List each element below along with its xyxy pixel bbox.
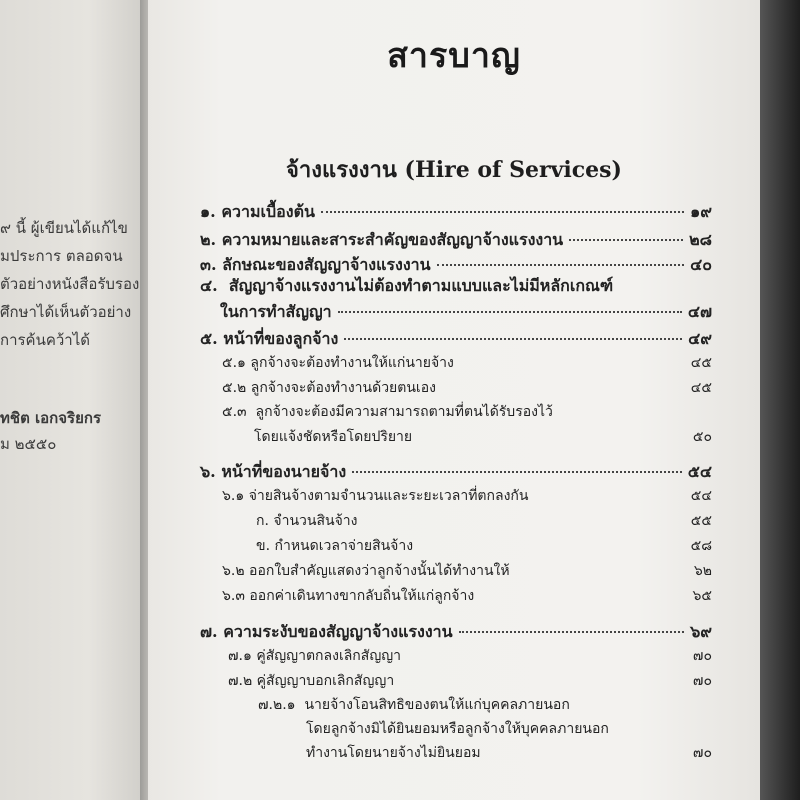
toc-number: ๖.๓ xyxy=(222,588,245,604)
toc-subentry xyxy=(222,352,712,374)
toc-leader xyxy=(459,631,685,633)
toc-number: ก. xyxy=(256,513,269,529)
toc-label: กำหนดเวลาจ่ายสินจ้าง xyxy=(274,538,414,554)
toc-number: ๖. xyxy=(200,462,216,481)
toc-number: ๗.๑ xyxy=(228,648,252,664)
toc-entry xyxy=(200,327,712,352)
page-edge-shadow xyxy=(760,0,800,800)
preface-date: ม ๒๕๕๐ xyxy=(0,435,57,453)
toc-label: ลักษณะของสัญญาจ้างแรงงาน xyxy=(222,255,431,274)
toc-page: ๔๕ xyxy=(690,380,712,396)
toc-label: ออกค่าเดินทางขากลับถิ่นให้แก่ลูกจ้าง xyxy=(249,588,475,604)
toc-subentry xyxy=(228,670,712,692)
toc-subentry xyxy=(222,401,553,423)
toc-number: ๕.๒ xyxy=(222,380,247,396)
toc-label: ออกใบสำคัญแสดงว่าลูกจ้างนั้นได้ทำงานให้ xyxy=(249,563,510,579)
toc-number: ๔. xyxy=(200,276,218,295)
toc-label: ลูกจ้างจะต้องทำงานด้วยตนเอง xyxy=(250,380,436,396)
toc-number: ๖.๑ xyxy=(222,488,245,504)
toc-page: ๑๙ xyxy=(690,202,712,221)
toc-page: ๕๐ xyxy=(692,429,712,445)
toc-page: ๔๕ xyxy=(690,355,712,371)
toc-page: ๔๙ xyxy=(688,329,712,348)
toc-entry-continuation xyxy=(220,300,712,325)
toc-label-continuation: ทำงานโดยนายจ้างไม่ยินยอม xyxy=(306,745,481,761)
toc-label: สัญญาจ้างแรงงานไม่ต้องทำตามแบบและไม่มีหลักเกณฑ์ xyxy=(228,276,614,295)
left-page-line: การค้นคว้าได้ xyxy=(0,331,91,349)
toc-page: ๒๘ xyxy=(689,230,712,249)
toc-label: จ่ายสินจ้างตามจำนวนและระยะเวลาที่ตกลงกัน xyxy=(248,488,529,504)
toc-subentry-continuation: โดยลูกจ้างมิได้ยินยอมหรือลูกจ้างให้บุคคลภายนอก xyxy=(306,721,609,737)
toc-label: ลูกจ้างจะต้องมีความสามารถตามที่ตนได้รับรองไว้ xyxy=(255,404,553,420)
left-page-line: มประการ ตลอดจน xyxy=(0,247,123,265)
toc-subentry xyxy=(256,510,712,532)
right-page xyxy=(148,0,760,800)
toc-leader xyxy=(352,471,682,473)
toc-entry xyxy=(200,228,712,253)
toc-page: ๕๕ xyxy=(690,513,712,529)
toc-leader xyxy=(321,211,684,213)
left-page xyxy=(0,0,148,800)
toc-subentry-continuation xyxy=(306,742,712,764)
toc-page: ๔๐ xyxy=(690,255,712,274)
toc-page: ๕๔ xyxy=(690,488,712,504)
toc-leader xyxy=(437,264,685,266)
section-title: จ้างแรงงาน (Hire of Services) xyxy=(286,157,622,183)
toc-page: ๖๒ xyxy=(693,563,712,579)
author-signature: ทชิต เอกจริยกร xyxy=(0,409,102,427)
toc-page: ๕๔ xyxy=(687,462,712,481)
left-page-line: ตัวอย่างหนังสือรับรอง xyxy=(0,275,140,293)
toc-label: ลูกจ้างจะต้องทำงานให้แก่นายจ้าง xyxy=(250,355,454,371)
toc-leader xyxy=(569,239,683,241)
toc-entry xyxy=(200,460,712,485)
toc-number: ๓. xyxy=(200,255,217,274)
toc-number: ๕.๓ xyxy=(222,404,247,420)
toc-page: ๖๙ xyxy=(690,622,712,641)
toc-label-continuation: โดยแจ้งชัดหรือโดยปริยาย xyxy=(254,429,413,445)
left-page-line: ศึกษาได้เห็นตัวอย่าง xyxy=(0,303,132,321)
toc-label: คู่สัญญาบอกเลิกสัญญา xyxy=(256,673,395,689)
toc-number: ข. xyxy=(256,538,271,554)
toc-subentry-continuation xyxy=(254,426,712,448)
toc-page: ๗๐ xyxy=(692,745,712,761)
toc-number: ๑. xyxy=(200,202,216,221)
left-page-line: ๙ นี้ ผู้เขียนได้แก้ไข xyxy=(0,219,128,237)
toc-label: คู่สัญญาตกลงเลิกสัญญา xyxy=(256,648,402,664)
toc-page: ๕๘ xyxy=(690,538,712,554)
toc-number: ๕. xyxy=(200,329,218,348)
toc-subentry xyxy=(222,485,712,507)
toc-label: ความเบื้องต้น xyxy=(221,202,315,221)
page-title: สารบาญ xyxy=(387,36,521,76)
toc-leader xyxy=(338,311,682,313)
toc-leader xyxy=(344,338,682,340)
toc-label: นายจ้างโอนสิทธิของตนให้แก่บุคคลภายนอก xyxy=(304,697,570,713)
toc-subentry xyxy=(228,645,712,667)
toc-label: หน้าที่ของนายจ้าง xyxy=(221,462,347,481)
toc-entry xyxy=(200,200,712,225)
toc-number: ๕.๑ xyxy=(222,355,246,371)
toc-number: ๖.๒ xyxy=(222,563,245,579)
toc-number: ๗.๒.๑ xyxy=(258,697,296,713)
toc-subentry xyxy=(256,535,712,557)
toc-entry xyxy=(200,274,613,299)
toc-label: จำนวนสินจ้าง xyxy=(273,513,358,529)
toc-page: ๗๐ xyxy=(692,673,712,689)
toc-label: ความหมายและสาระสำคัญของสัญญาจ้างแรงงาน xyxy=(221,230,564,249)
toc-page: ๔๗ xyxy=(687,302,712,321)
toc-subentry xyxy=(222,560,712,582)
toc-number: ๒. xyxy=(200,230,217,249)
toc-label: ความระงับของสัญญาจ้างแรงงาน xyxy=(223,622,453,641)
toc-subentry xyxy=(222,585,712,607)
toc-label-continuation: ในการทำสัญญา xyxy=(220,302,332,321)
toc-label: หน้าที่ของลูกจ้าง xyxy=(223,329,339,348)
toc-number: ๗.๒ xyxy=(228,673,253,689)
toc-subentry xyxy=(258,694,570,716)
toc-page: ๗๐ xyxy=(692,648,712,664)
toc-entry xyxy=(200,620,712,645)
toc-number: ๗. xyxy=(200,622,218,641)
toc-page: ๖๕ xyxy=(692,588,712,604)
toc-subentry xyxy=(222,377,712,399)
